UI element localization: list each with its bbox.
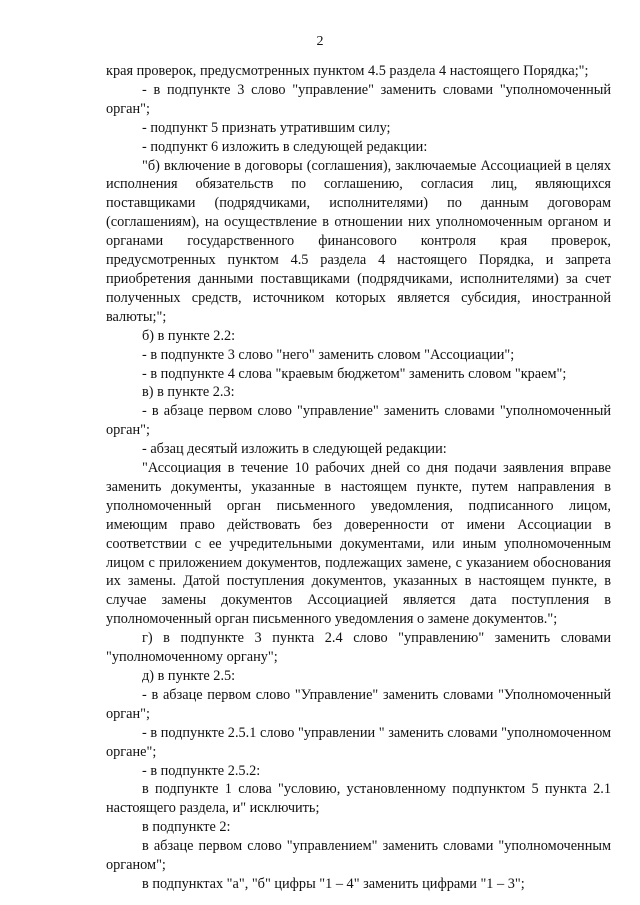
paragraph: - в подпункте 4 слова "краевым бюджетом" заменить словом "краем";	[142, 365, 567, 382]
paragraph: края проверок, предусмотренных пунктом 4.5 раздела 4 настоящего Порядка;";	[106, 63, 589, 79]
paragraph: "Ассоциация в течение 10 рабочих дней со дня подачи заявления вправе заменить документы, указанные в настоящем пункте, путем направления в уполномоченный орган письменного уведомления, подписанного лицом, имеющим право действовать без доверенности от имени Ассоциации в соответствии с ее учредительными документами, или иным уполномоченным лицом с приложением документов, подлежащих замене, с указанием обоснования их замены. Датой поступления документов, указанных в настоящем пункте, в случае замены документов Ассоциацией является дата поступления в уполномоченный орган письменного уведомления о замене документов.";	[106, 460, 611, 628]
paragraph: г) в подпункте 3 пункта 2.4 слово "управлению" заменить словами "уполномоченному органу";	[106, 630, 611, 666]
document-body	[106, 62, 611, 894]
paragraph: - в подпункте 3 слово "управление" заменить словами "уполномоченный орган";	[106, 81, 611, 117]
paragraph: б) в пункте 2.2:	[142, 327, 236, 344]
page-number: 2	[316, 34, 324, 49]
paragraph: - подпункт 6 изложить в следующей редакции:	[142, 138, 428, 155]
paragraph: в абзаце первом слово "управлением" заменить словами "уполномоченным органом";	[106, 838, 611, 874]
paragraph: в подпункте 2:	[142, 819, 231, 836]
paragraph: - в подпункте 2.5.2:	[142, 762, 261, 779]
paragraph: в подпункте 1 слова "условию, установленному подпунктом 5 пункта 2.1 настоящего раздела, и" исключить;	[106, 781, 611, 817]
paragraph: - абзац десятый изложить в следующей редакции:	[142, 441, 447, 458]
paragraph: в) в пункте 2.3:	[142, 384, 235, 401]
paragraph: - в абзаце первом слово "управление" заменить словами "уполномоченный орган";	[106, 403, 611, 439]
paragraph: - в подпункте 2.5.1 слово "управлении " заменить словами "уполномоченном органе";	[106, 724, 611, 760]
paragraph: - в абзаце первом слово "Управление" заменить словами "Уполномоченный орган";	[106, 686, 611, 722]
paragraph: - в подпункте 3 слово "него" заменить словом "Ассоциации";	[142, 346, 515, 363]
paragraph: - подпункт 5 признать утратившим силу;	[142, 119, 391, 136]
paragraph: в подпунктах "а", "б" цифры "1 – 4" заменить цифрами "1 – 3";	[142, 875, 525, 892]
paragraph: д) в пункте 2.5:	[142, 668, 236, 684]
paragraph: "б) включение в договоры (соглашения), заключаемые Ассоциацией в целях исполнения обязательств по соглашению, согласия лиц, являющихся поставщиками (подрядчиками, исполнителями) по данным договорам (соглашениям), на осуществление в отношении них уполномоченным органом и органами государственного финансового контроля края проверок, предусмотренных пунктом 4.5 раздела 4 настоящего Порядка, и запрета приобретения данными поставщиками (подрядчиками, исполнителями) за счет полученных средств, источником которых является субсидия, иностранной валюты;";	[106, 157, 611, 325]
